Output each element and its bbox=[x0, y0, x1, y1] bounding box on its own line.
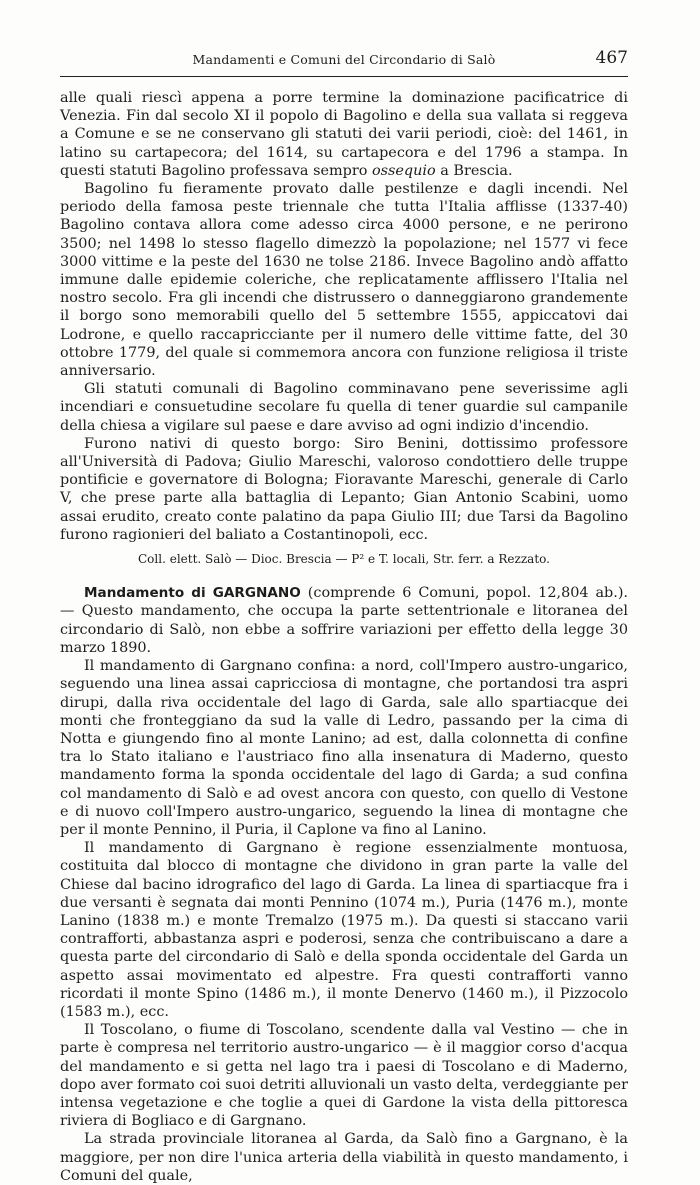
section-heading: Mandamento di GARGNANO bbox=[84, 585, 301, 602]
paragraph: Il mandamento di Gargnano confina: a nord, coll'Impero austro-ungarico, seguendo una linea assai capricciosa di montagne, che portandosi tra aspri dirupi, dalla riva occidentale del lago di Garda, sale allo spartiacque dei monti che fronteggiano da sud la valle di Ledro, passando per la cima di Notta e giungendo fino al monte Lanino; ad est, dalla colonnetta di confine tra lo Stato italiano e l'austriaco fino alla insenatura di Maderno, questo mandamento forma la sponda occidentale del lago di Garda; a sud confina col mandamento di Salò e ad ovest ancora con questo, con quello di Vestone e di nuovo coll'Impero austro-ungarico, seguendo la linea di montagne che per il monte Pennino, il Puria, il Caplone va fino al Lanino. bbox=[60, 658, 628, 838]
body-text bbox=[60, 89, 628, 1185]
paragraph: Il mandamento di Gargnano è regione essenzialmente montuosa, costituita dal blocco di montagne che dividono in gran parte la valle del Chiese dal bacino idrografico del lago di Garda. La linea di spartiacque fra i due versanti è segnata dai monti Pennino (1074 m.), Puria (1476 m.), monte Lanino (1838 m.) e monte Tremalzo (1975 m.). Da questi si staccano varii contrafforti, abbastanza aspri e poderosi, senza che contribuiscano a dare a questa parte del circondario di Salò e della sponda occidentale del Garda un aspetto assai movimentato ed alpestre. Fra questi contrafforti vanno ricordati il monte Spino (1486 m.), il monte Denervo (1460 m.), il Pizzocolo (1583 m.), ecc. bbox=[60, 840, 628, 1020]
paragraph bbox=[60, 584, 628, 657]
page-header bbox=[60, 40, 628, 77]
page-number: 467 bbox=[595, 48, 628, 68]
paragraph: Gli statuti comunali di Bagolino comminavano pene severissime agli incendiari e consuetudine secolare fu quella di tener guardie sul campanile della chiesa a vigilare sul paese e dare avviso ad ogni indizio d'incendio. bbox=[60, 381, 628, 434]
paragraph: Furono nativi di questo borgo: Siro Benini, dottissimo professore all'Università di Padova; Giulio Mareschi, valoroso condottiero delle truppe pontificie e governatore di Bologna; Fioravante Mareschi, generale di Carlo V, che prese parte alla battaglia di Lepanto; Gian Antonio Scabini, uomo assai erudito, creato conte palatino da papa Giulio III; due Tarsi da Bagolino furono ragionieri del baliato a Costantinopoli, ecc. bbox=[60, 435, 628, 543]
administrative-note: Coll. elett. Salò — Dioc. Brescia — P² e T. locali, Str. ferr. a Rezzato. bbox=[138, 552, 550, 567]
paragraph bbox=[60, 89, 628, 180]
paragraph-text: (comprende 6 Comuni, popol. 12,804 ab.). — Questo mandamento, che occupa la parte settentrionale e litoranea del circondario di Salò, non ebbe a soffrire variazioni per effetto della legge 30 marzo 1890. bbox=[60, 585, 629, 656]
book-page bbox=[60, 40, 628, 1185]
paragraph-text: alle quali riescì appena a porre termine la dominazione pacificatrice di Venezia. Fin dal secolo XI il popolo di Bagolino e della sua vallata si reggeva a Comune e se ne conservano gli statuti dei varii periodi, cioè: del 1461, in latino su cartapecora; del 1614, su cartapecora e del 1796 a stampa. In questi statuti Bagolino professava sempro bbox=[60, 90, 628, 179]
paragraph: Bagolino fu fieramente provato dalle pestilenze e dagli incendi. Nel periodo della famosa peste triennale che tutta l'Italia afflisse (1337-40) Bagolino contava allora come adesso circa 4000 persone, e ne perirono 3500; nel 1498 lo stesso flagello dimezzò la popolazione; nel 1577 vi fece 3000 vittime e la peste del 1630 ne tolse 2186. Invece Bagolino andò affatto immune dalle epidemie coleriche, che replicatamente afflissero l'Italia nel nostro secolo. Fra gli incendi che distrussero o danneggiarono grandemente il borgo sono memorabili quello del 5 settembre 1555, appiccatovi dai Lodrone, e quello raccapricciante per il numero delle vittime fatte, del 30 ottobre 1779, del quale si commemora ancora con funzione religiosa il triste anniversario. bbox=[60, 181, 628, 380]
paragraph-text: a Brescia. bbox=[435, 162, 513, 179]
paragraph: La strada provinciale litoranea al Garda, da Salò fino a Gargnano, è la maggiore, per non dire l'unica arteria della viabilità in questo mandamento, i Comuni del quale, bbox=[60, 1131, 628, 1184]
italic-word: ossequio bbox=[371, 162, 436, 179]
paragraph: Il Toscolano, o fiume di Toscolano, scendente dalla val Vestino — che in parte è compresa nel territorio austro-ungarico — è il maggior corso d'acqua del mandamento e si getta nel lago tra i paesi di Toscolano e di Maderno, dopo aver formato coi suoi detriti alluvionali un vasto delta, verdeggiante per intensa vegetazione e che toglie a quei di Gardone la vista della pittoresca riviera di Bogliaco e di Gargnano. bbox=[60, 1022, 628, 1130]
running-title: Mandamenti e Comuni del Circondario di Salò bbox=[192, 52, 496, 67]
